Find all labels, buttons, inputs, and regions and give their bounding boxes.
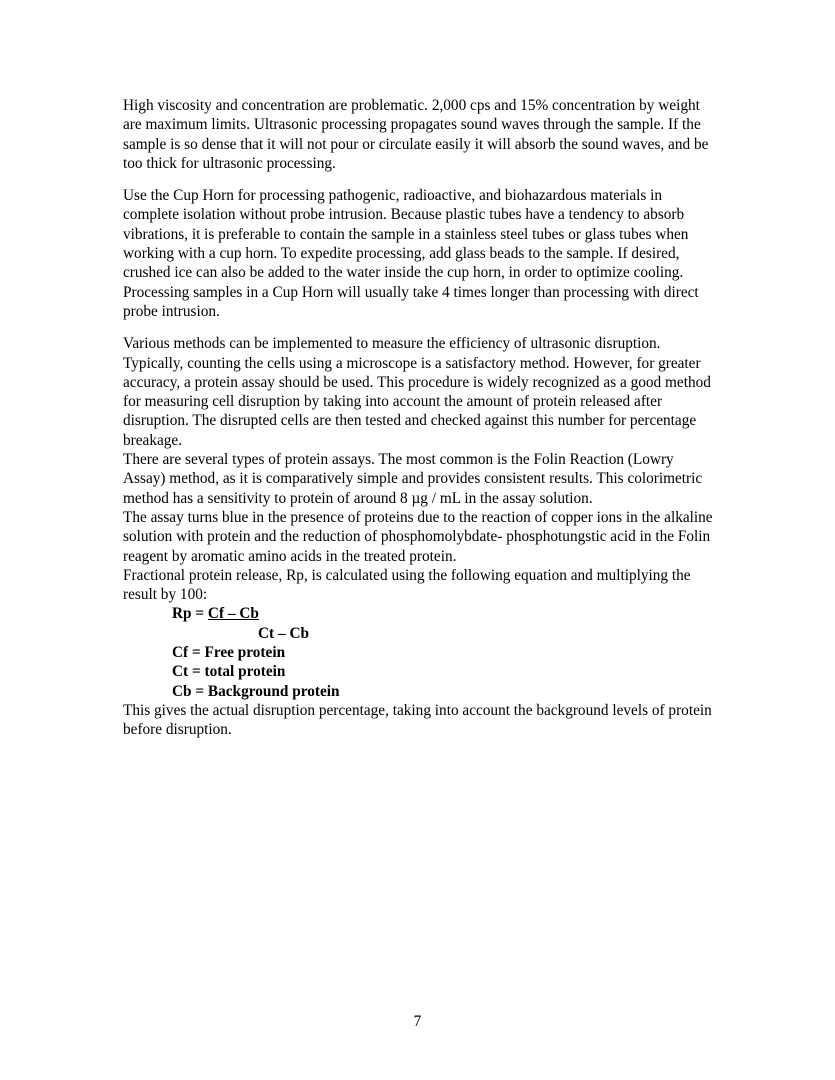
formula-numerator: Cf – Cb (207, 605, 259, 623)
definition-background-protein: Cb = Background protein (172, 682, 340, 700)
paragraph-efficiency: Various methods can be implemented to measure the efficiency of ultrasonic disruption. Typically, counting the cells using a microscope is a satisfactory method. However, for greater accuracy, a protein assay should be used. This procedure is widely recognized as a good method for measuring cell disruption by taking into account the amount of protein released after disruption. The disrupted cells are then tested and checked against this number for percentage breakage. (123, 335, 711, 449)
page-number: 7 (413, 1013, 422, 1030)
formula-denominator-line (123, 624, 718, 643)
paragraph-closing: This gives the actual disruption percentage, taking into account the background levels of protein before disruption. (123, 701, 712, 739)
formula-block (123, 604, 718, 700)
formula-lhs: Rp = (172, 605, 208, 623)
paragraph-viscosity: High viscosity and concentration are problematic. 2,000 cps and 15% concentration by weight are maximum limits. Ultrasonic processing propagates sound waves through the sample. If the sample is so dense that it will not pour or circulate easily it will absorb the sound waves, and be too thick for ultrasonic processing. (123, 97, 709, 172)
paragraph-protein-assays: There are several types of protein assays. The most common is the Folin Reaction (Lowry Assay) method, as it is comparatively simple and provides consistent results. This colorimetric method has a sensitivity to protein of around 8 µg / mL in the assay solution. (123, 451, 703, 507)
paragraph-cup-horn: Use the Cup Horn for processing pathogenic, radioactive, and biohazardous materials in complete isolation without probe intrusion. Because plastic tubes have a tendency to absorb vibrations, it is preferable to contain the sample in a stainless steel tubes or glass tubes when working with a cup horn. To expedite processing, add glass beads to the sample. If desired, crushed ice can also be added to the water inside the cup horn, in order to optimize cooling. Processing samples in a Cup Horn will usually take 4 times longer than processing with direct probe intrusion. (123, 187, 699, 320)
body-text (123, 96, 718, 740)
definition-total-protein: Ct = total protein (172, 663, 286, 681)
formula-equation (123, 604, 718, 623)
paragraph-assay-blue: The assay turns blue in the presence of proteins due to the reaction of copper ions in the alkaline solution with protein and the reduction of phosphomolybdate- phosphotungstic acid in the Folin reagent by aromatic amino acids in the treated protein. (123, 508, 713, 565)
paragraph-fractional-release: Fractional protein release, Rp, is calculated using the following equation and multiplying the result by 100: (123, 566, 691, 604)
definition-free-protein: Cf = Free protein (172, 644, 286, 662)
formula-denominator: Ct – Cb (258, 624, 309, 642)
